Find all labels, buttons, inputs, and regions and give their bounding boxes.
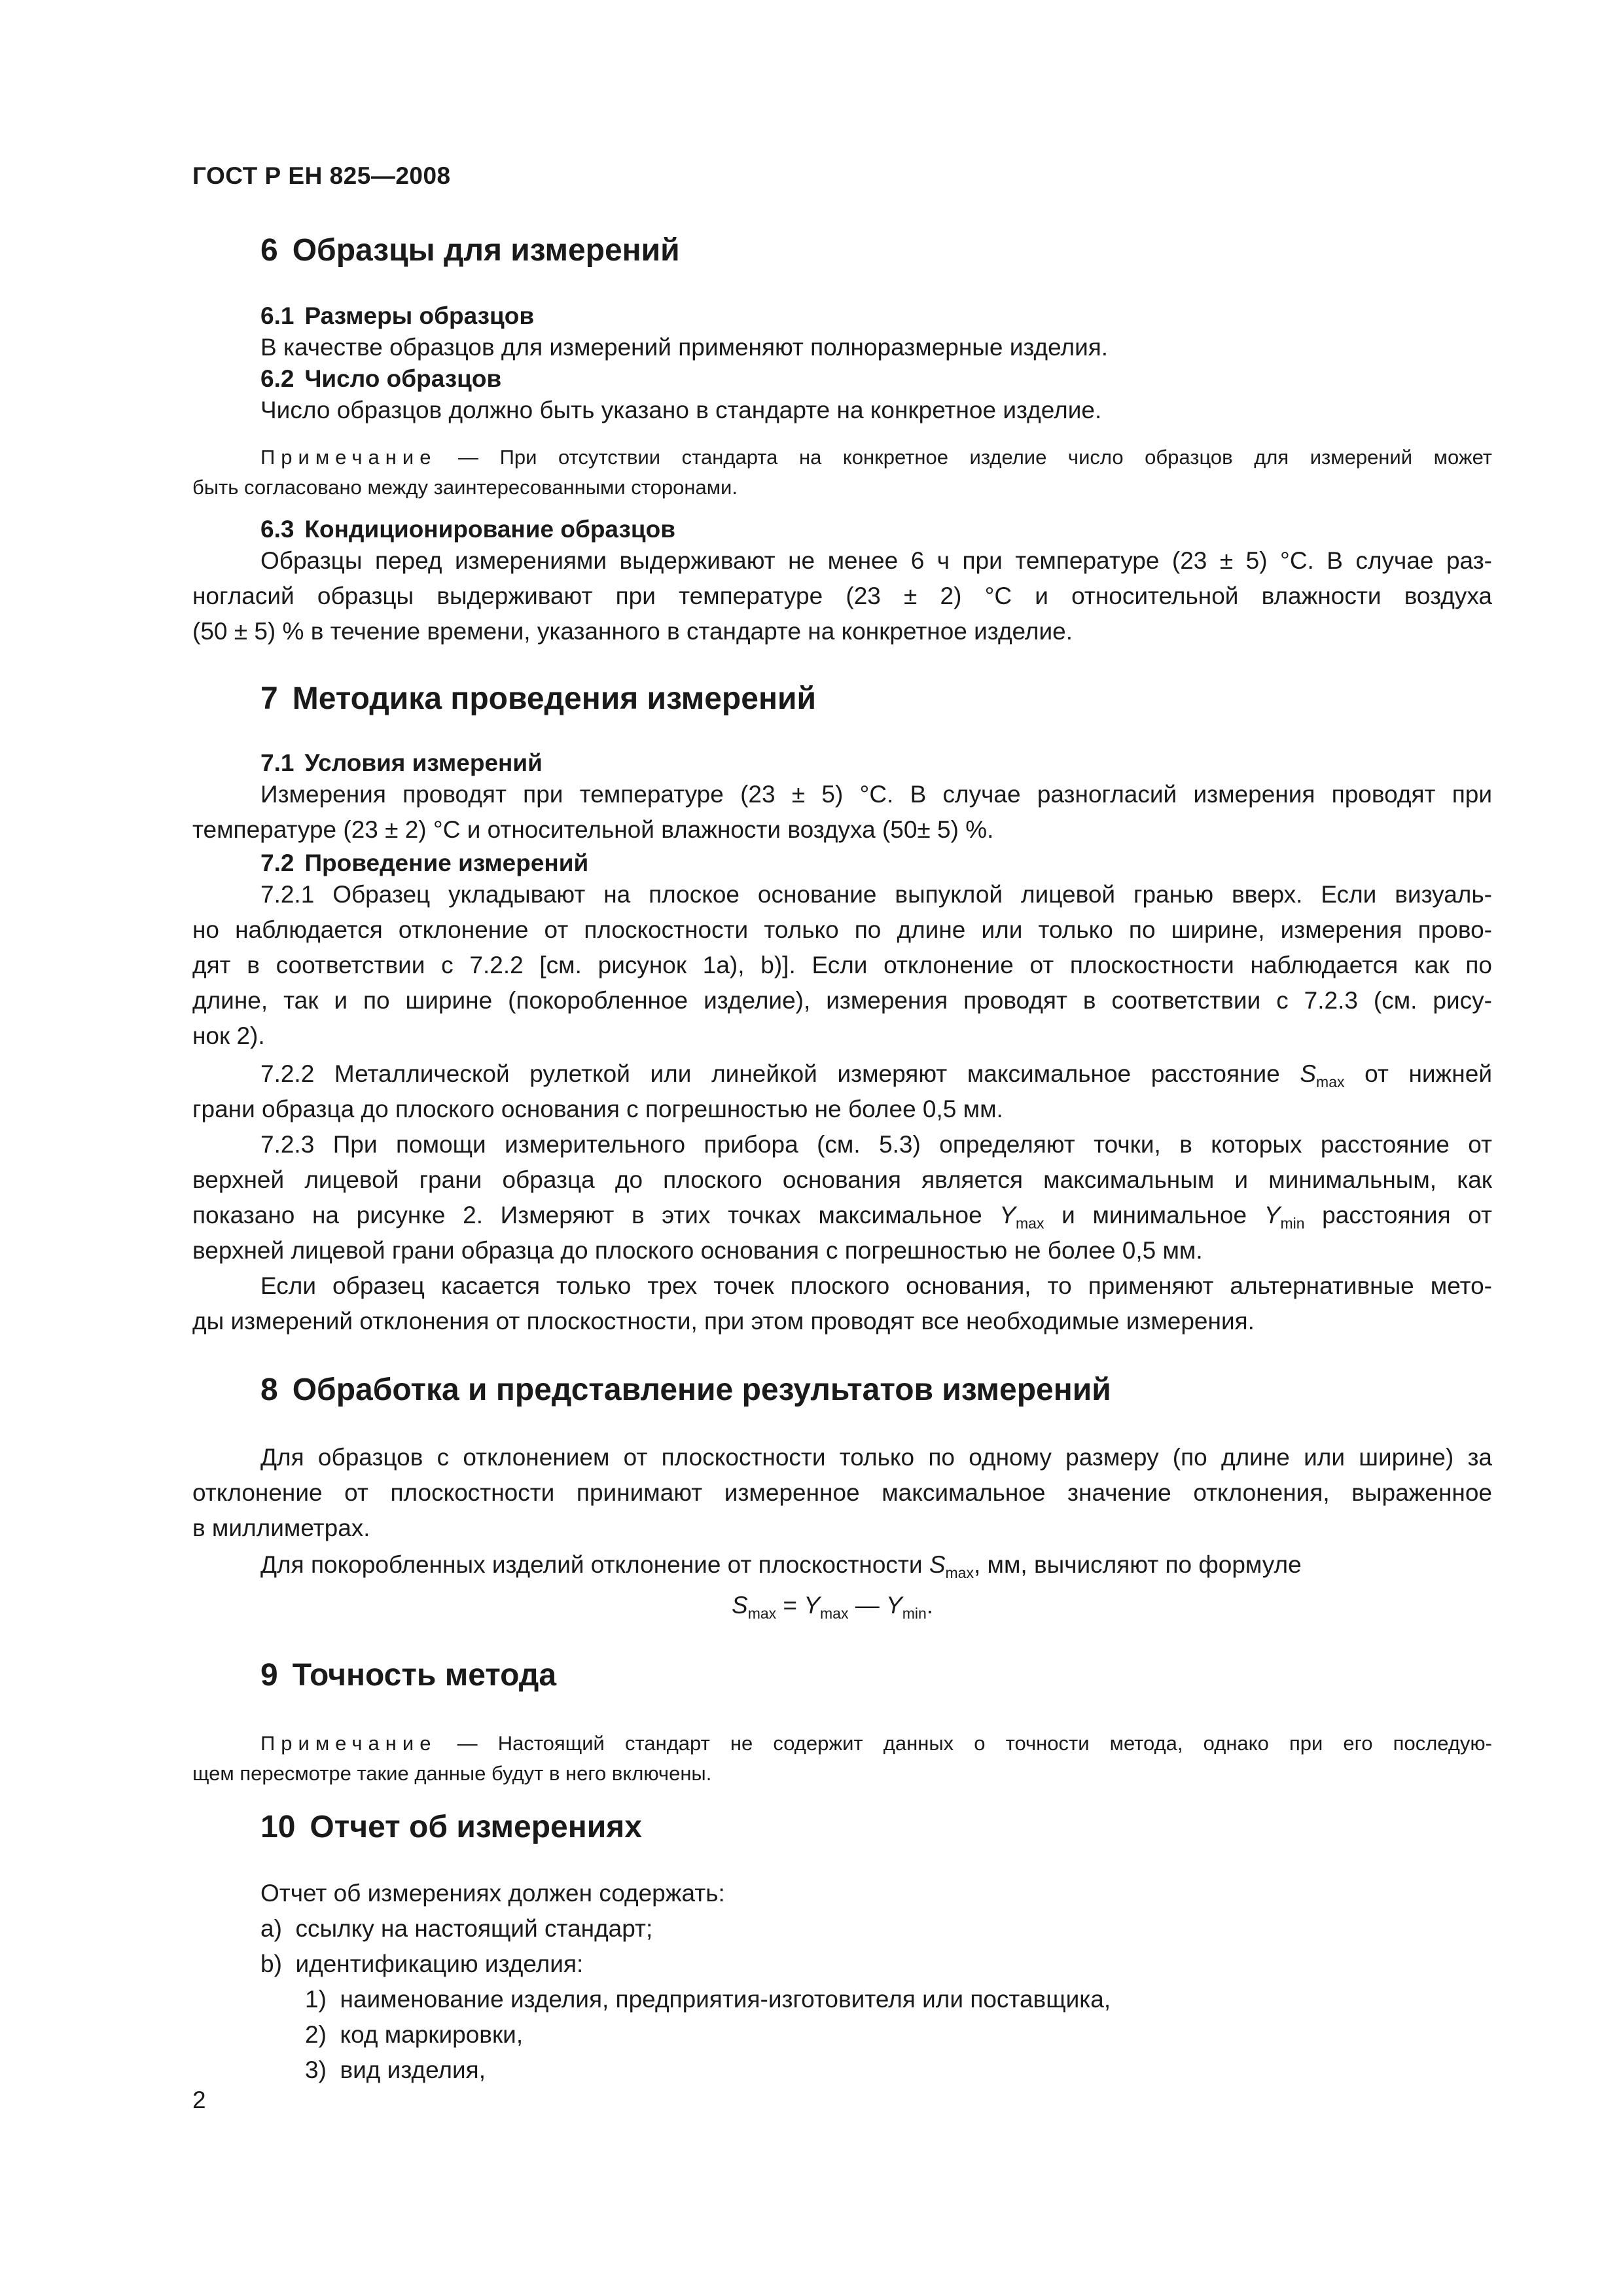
list-marker: 1) — [305, 1986, 327, 2013]
text-run: показано на рисунке 2. Измеряют в этих точках максимальное — [192, 1202, 1000, 1229]
section-title: Методика проведения измерений — [292, 681, 816, 716]
text-run: , мм, вычисляют по формуле — [973, 1551, 1302, 1578]
paragraph-line: 7.2.1 Образец укладывают на плоское основание выпуклой лицевой гранью вверх. Если визуаль- — [260, 881, 1492, 908]
subscript: min — [902, 1605, 927, 1622]
subsection-number: 6.2 — [260, 365, 294, 392]
list-marker: b) — [260, 1950, 282, 1977]
subscript: max — [747, 1605, 777, 1622]
variable-s: S — [732, 1592, 748, 1619]
variable-y: Y — [999, 1202, 1016, 1229]
paragraph-line: Образцы перед измерениями выдерживают не менее 6 ч при температуре (23 ± 5) °С. В случае раз- — [260, 547, 1492, 574]
subscript: min — [1280, 1215, 1305, 1232]
text-run: 7.2.2 Металлической рулеткой или линейкой измеряют максимальное расстояние — [260, 1060, 1300, 1087]
paragraph-line: ды измерений отклонения от плоскостности, при этом проводят все необходимые измерения. — [192, 1308, 1255, 1335]
variable-y: Y — [804, 1592, 820, 1619]
paragraph-line: но наблюдается отклонение от плоскостности только по длине или только по ширине, измерения прово- — [192, 916, 1492, 943]
subsection-7-2-heading — [260, 850, 588, 877]
paragraph-line: в миллиметрах. — [192, 1515, 370, 1541]
standard-code-header: ГОСТ Р ЕН 825—2008 — [192, 162, 451, 189]
subsection-6-1-heading — [260, 302, 534, 330]
note-label: Примечание — [260, 446, 437, 469]
minus-sign: — — [848, 1592, 887, 1619]
subsection-6-3-heading — [260, 516, 675, 543]
section-number: 7 — [260, 681, 278, 716]
list-item-text: ссылку на настоящий стандарт; — [295, 1915, 653, 1942]
subscript: max — [1316, 1073, 1345, 1090]
paragraph-line: температуре (23 ± 2) °С и относительной влажности воздуха (50± 5) %. — [192, 816, 994, 843]
text-run: Для покоробленных изделий отклонение от плоскостности — [260, 1551, 929, 1578]
list-item-text: код маркировки, — [340, 2021, 524, 2048]
paragraph-line: Если образец касается только трех точек плоского основания, то применяют альтернативные мето- — [260, 1272, 1492, 1299]
note-text: — При отсутствии стандарта на конкретное изделие число образцов для измерений может — [458, 446, 1492, 469]
equals-sign: = — [776, 1592, 804, 1619]
subsection-title: Проведение измерений — [304, 850, 589, 876]
section-number: 9 — [260, 1658, 278, 1693]
list-item-text: вид изделия, — [340, 2056, 486, 2083]
list-marker: 3) — [305, 2056, 327, 2083]
section-title: Образцы для измерений — [292, 233, 680, 268]
list-item-text: наименование изделия, предприятия-изготовителя или поставщика, — [340, 1986, 1111, 2013]
section-10-heading — [260, 1809, 642, 1845]
subsection-title: Условия измерений — [304, 749, 543, 776]
list-marker: 2) — [305, 2021, 327, 2048]
text-run: от нижней — [1344, 1060, 1492, 1087]
subsection-number: 7.1 — [260, 749, 294, 776]
list-subitem — [305, 2053, 486, 2088]
subscript: max — [1016, 1215, 1044, 1232]
note-label: Примечание — [260, 1732, 437, 1755]
subsection-7-1-heading — [260, 749, 543, 777]
section-title: Отчет об измерениях — [310, 1810, 642, 1844]
note-9-line-1 — [260, 1728, 1492, 1759]
note-6-line-2: быть согласовано между заинтересованными сторонами. — [192, 476, 738, 499]
section-number: 8 — [260, 1372, 278, 1407]
variable-y: Y — [886, 1592, 902, 1619]
subscript: max — [820, 1605, 849, 1622]
paragraph-line: 7.2.3 При помощи измерительного прибора (см. 5.3) определяют точки, в которых расстояние от — [260, 1131, 1492, 1158]
paragraph-line: нок 2). — [192, 1022, 265, 1049]
paragraph-line: верхней лицевой грани образца до плоского основания с погрешностью не более 0,5 мм. — [192, 1237, 1203, 1264]
paragraph-line: ногласий образцы выдерживают при температуре (23 ± 2) °С и относительной влажности воздуха — [192, 583, 1492, 609]
formula — [732, 1588, 933, 1631]
section-number: 10 — [260, 1810, 296, 1844]
subsection-title: Число образцов — [304, 365, 502, 392]
list-subitem — [305, 1982, 1111, 2017]
paragraph-line: верхней лицевой грани образца до плоского основания является максимальным и минимальным, как — [192, 1166, 1492, 1193]
paragraph-line: Число образцов должно быть указано в стандарте на конкретное изделие. — [260, 397, 1102, 423]
variable-y: Y — [1264, 1202, 1281, 1229]
section-8-heading — [260, 1372, 1111, 1408]
subsection-6-2-heading — [260, 365, 501, 393]
list-item — [260, 1946, 583, 1982]
subsection-title: Размеры образцов — [304, 302, 535, 329]
section-9-heading — [260, 1657, 556, 1693]
paragraph-line: В качестве образцов для измерений применяют полноразмерные изделия. — [260, 334, 1109, 361]
paragraph-line: грани образца до плоского основания с погрешностью не более 0,5 мм. — [192, 1096, 1003, 1122]
variable-s: S — [929, 1551, 946, 1578]
subsection-number: 6.1 — [260, 302, 294, 329]
paragraph-line: длине, так и по ширине (покоробленное изделие), измерения проводят в соответствии с 7.2.3 (см. рису- — [192, 987, 1492, 1014]
paragraph-line: дят в соответствии с 7.2.2 [см. рисунок 1а), b)]. Если отклонение от плоскостности наблюдается как по — [192, 952, 1492, 978]
text-run: расстояния от — [1304, 1202, 1492, 1229]
text-run: и минимальное — [1044, 1202, 1264, 1229]
section-6-heading — [260, 232, 680, 268]
subsection-title: Кондиционирование образцов — [304, 516, 675, 543]
paragraph-line: Измерения проводят при температуре (23 ± 5) °С. В случае разногласий измерения проводят при — [260, 781, 1492, 808]
paragraph-line — [260, 1547, 1302, 1590]
list-subitem — [305, 2017, 523, 2053]
section-title: Точность метода — [292, 1658, 557, 1693]
note-text: — Настоящий стандарт не содержит данных о точности метода, однако при его последую- — [457, 1732, 1492, 1755]
section-7-heading — [260, 681, 816, 717]
paragraph-line: Отчет об измерениях должен содержать: — [260, 1880, 725, 1907]
list-marker: a) — [260, 1915, 282, 1942]
paragraph-line: Для образцов с отклонением от плоскостности только по одному размеру (по длине или ширине) за — [260, 1444, 1492, 1471]
subscript: max — [945, 1564, 974, 1581]
list-item — [260, 1911, 652, 1946]
subsection-number: 7.2 — [260, 850, 294, 876]
period: . — [926, 1592, 934, 1619]
list-item-text: идентификацию изделия: — [295, 1950, 584, 1977]
subsection-number: 6.3 — [260, 516, 294, 543]
note-9-line-2: щем пересмотре такие данные будут в него включены. — [192, 1762, 712, 1785]
section-title: Обработка и представление результатов измерений — [292, 1372, 1111, 1407]
note-6-line-1 — [260, 442, 1492, 473]
variable-s: S — [1300, 1060, 1317, 1087]
paragraph-line: (50 ± 5) % в течение времени, указанного в стандарте на конкретное изделие. — [192, 618, 1073, 645]
page-number: 2 — [192, 2087, 206, 2113]
section-number: 6 — [260, 233, 278, 268]
paragraph-line: отклонение от плоскостности принимают измеренное максимальное значение отклонения, выраженное — [192, 1479, 1492, 1506]
